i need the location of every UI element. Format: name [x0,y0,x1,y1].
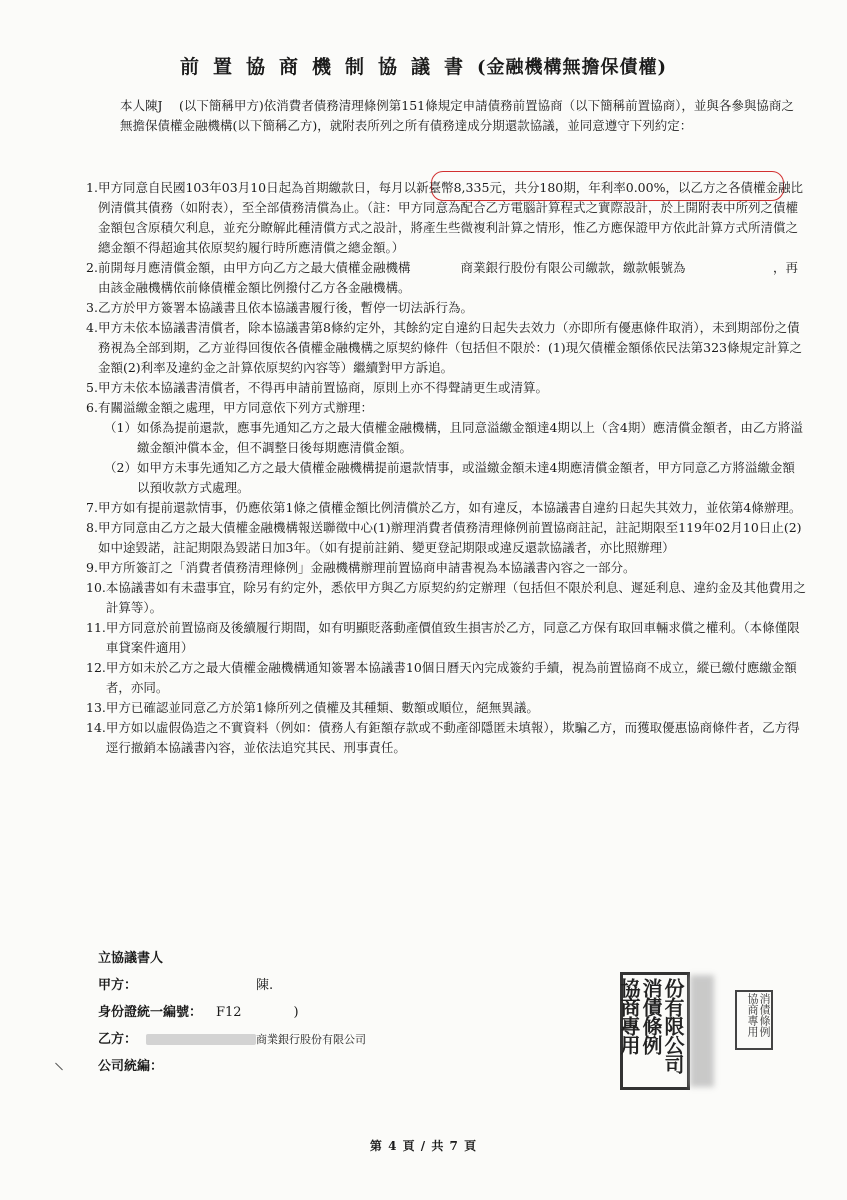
id-label: 身份證統一編號： [98,1005,203,1020]
clause-number: 4. [86,320,98,335]
intro-paragraph [88,96,803,136]
clause-item [86,698,806,718]
sub-clause-number: （1） [104,420,137,435]
clause-number: 14. [86,720,106,735]
company-seal-small [735,990,773,1050]
title-main: 前置協商機制協議書 [179,56,477,78]
clause-number: 11. [86,620,106,635]
clause-item [86,618,806,658]
clause-item [86,658,806,698]
clause-number: 13. [86,700,106,715]
clause-item [86,578,806,618]
clause-text: 甲方未依本協議書清償者，除本協議書第8條約定外，其餘約定自違約日起失去效力（亦即所有優惠條件取消），未到期部份之債務視為全部到期，乙方並得回復依各債權金融機構之原契約條件（包括但不限於：(1)現欠債權金額係依民法第323條規定計算之金額(2)利率及違約金之計算依原契約內容等）繼續對甲方訴追。 [97,320,803,375]
clause-list [86,178,806,758]
seal-text: 協商專用 [746,993,759,1037]
clause-item [86,258,806,298]
title-sub: (金融機構無擔保債權) [476,57,668,78]
clause-text: 甲方已確認並同意乙方於第1條所列之債權及其種類、數額或順位，絕無異議。 [105,700,539,715]
clause-text: 甲方如未於乙方之最大債權金融機構通知簽署本協議書10個日曆天內完成簽約手續，視為前置協商不成立，縱已繳付應繳金額者，亦同。 [105,660,797,695]
party-a-value: 陳. [256,978,274,993]
clause-text: 甲方未依本協議書清償者，不得再申請前置協商，原則上亦不得聲請更生或清算。 [97,380,548,395]
clause-text: 甲方如以虛假偽造之不實資料（例如：債務人有鉅額存款或不動產卻隱匿未填報），欺騙乙方，而獲取優惠協商條件者，乙方得逕行撤銷本協議書內容，並依法追究其民、刑事責任。 [105,720,800,755]
clause-number: 10. [86,580,106,595]
seal-redaction [690,975,714,1087]
id-row [98,999,366,1026]
signature-block [98,945,366,1080]
page-footer: 第 4 頁 / 共 7 頁 [369,1139,478,1153]
clause-item [86,318,806,378]
document-title [0,52,847,79]
clause-item [86,498,806,518]
clause-number: 1. [86,180,98,195]
clause-text: 甲方同意於前置協商及後續履行期間，如有明顯貶落動產價值致生損害於乙方，同意乙方保有取回車輛求償之權利。（本條僅限車貸案件適用） [105,620,800,655]
clause-item [86,718,806,758]
company-seal-large [617,972,690,1090]
intro-text: 本人陳J (以下簡稱甲方)依消費者債務清理條例第151條規定申請債務前置協商（以下簡稱前置協商），並與各參與協商之無擔保債權金融機構(以下簡稱乙方)，就附表所列之所有債務達成分期還款協議，並同意遵守下列約定： [120,98,794,133]
redaction-mask [146,1034,256,1045]
clause-item [86,398,806,418]
company-label: 公司統編： [98,1059,164,1074]
seal-text: 消債條例 [758,993,771,1037]
seal-text: 協商專用 [617,978,641,1054]
seal-text: 消債條例 [639,978,663,1054]
sub-clause-text: 如係為提前還款，應事先通知乙方之最大債權金融機構，且同意溢繳金額達4期以上（含4期）應清償金額者，由乙方將溢繳金額沖償本金，但不調整日後每期應清償金額。 [136,420,803,455]
clause-text: 甲方如有提前還款情事，仍應依第1條之債權金額比例清償於乙方，如有違反，本協議書自違約日起失其效力，並依第4條辦理。 [97,500,802,515]
clause-item [86,518,806,558]
scan-mark [55,1063,63,1071]
clause-text: 甲方所簽訂之「消費者債務清理條例」金融機構辦理前置協商申請書視為本協議書內容之一部分。 [97,560,636,575]
clause-number: 8. [86,520,98,535]
clause-item [86,178,806,258]
sub-clause-item [86,418,806,458]
clause-number: 12. [86,660,106,675]
party-b-value: 商業銀行股份有限公司 [256,1033,366,1046]
clause-text: 甲方同意自民國103年03月10日起為首期繳款日，每月以新臺幣8,335元，共分180期，年利率0.00%，以乙方之各債權金融比例清償其債務（如附表），至全部債務清償為止。（註：甲方同意為配合乙方電腦計算程式之實際設計，於上開附表中所列之債權金額包含原積欠利息，並充分瞭解此種清償方式之設計，將產生些微複利計算之情形，惟乙方應保證甲方依此計算方式所清償之總金額不得超逾其依原契約履行時所應清償之總金額。） [97,180,803,255]
id-value: F12 ) [216,1005,299,1020]
sub-clause-text: 如甲方未事先通知乙方之最大債權金融機構提前還款情事，或溢繳金額未達4期應清償金額者，甲方同意乙方將溢繳金額以預收款方式處理。 [136,460,795,495]
clause-number: 7. [86,500,98,515]
clause-number: 9. [86,560,98,575]
sub-clause-item [86,458,806,498]
seal-text: 份有限公司 [661,978,685,1073]
party-a-row [98,972,366,999]
clause-text: 本協議書如有未盡事宜，除另有約定外，悉依甲方與乙方原契約約定辦理（包括但不限於利息、遲延利息、違約金及其他費用之計算等）。 [105,580,806,615]
clause-item [86,378,806,398]
clause-item [86,558,806,578]
clause-number: 2. [86,260,98,275]
clause-text: 前開每月應清償金額，由甲方向乙方之最大債權金融機構 商業銀行股份有限公司繳款，繳款帳號為 ，再由該金融機構依前條債權金額比例撥付乙方各金融機構。 [97,260,798,295]
clause-item [86,298,806,318]
clause-text: 有關溢繳金額之處理，甲方同意依下列方式辦理： [97,400,373,415]
signature-heading: 立協議書人 [98,951,164,966]
clause-number: 6. [86,400,98,415]
clause-text: 乙方於甲方簽署本協議書且依本協議書履行後，暫停一切法訴行為。 [97,300,473,315]
sub-clause-number: （2） [104,460,137,475]
clause-number: 5. [86,380,98,395]
party-a-label: 甲方： [98,978,138,993]
company-row [98,1053,366,1080]
clause-number: 3. [86,300,98,315]
party-b-label: 乙方： [98,1032,138,1047]
party-b-row [98,1026,366,1053]
clause-text: 甲方同意由乙方之最大債權金融機構報送聯徵中心(1)辦理消費者債務清理條例前置協商註記，註記期限至119年02月10日止(2)如中途毀諾，註記期限為毀諾日加3年。（如有提前註銷、變更登記期限或違反還款協議者，亦比照辦理） [97,520,802,555]
